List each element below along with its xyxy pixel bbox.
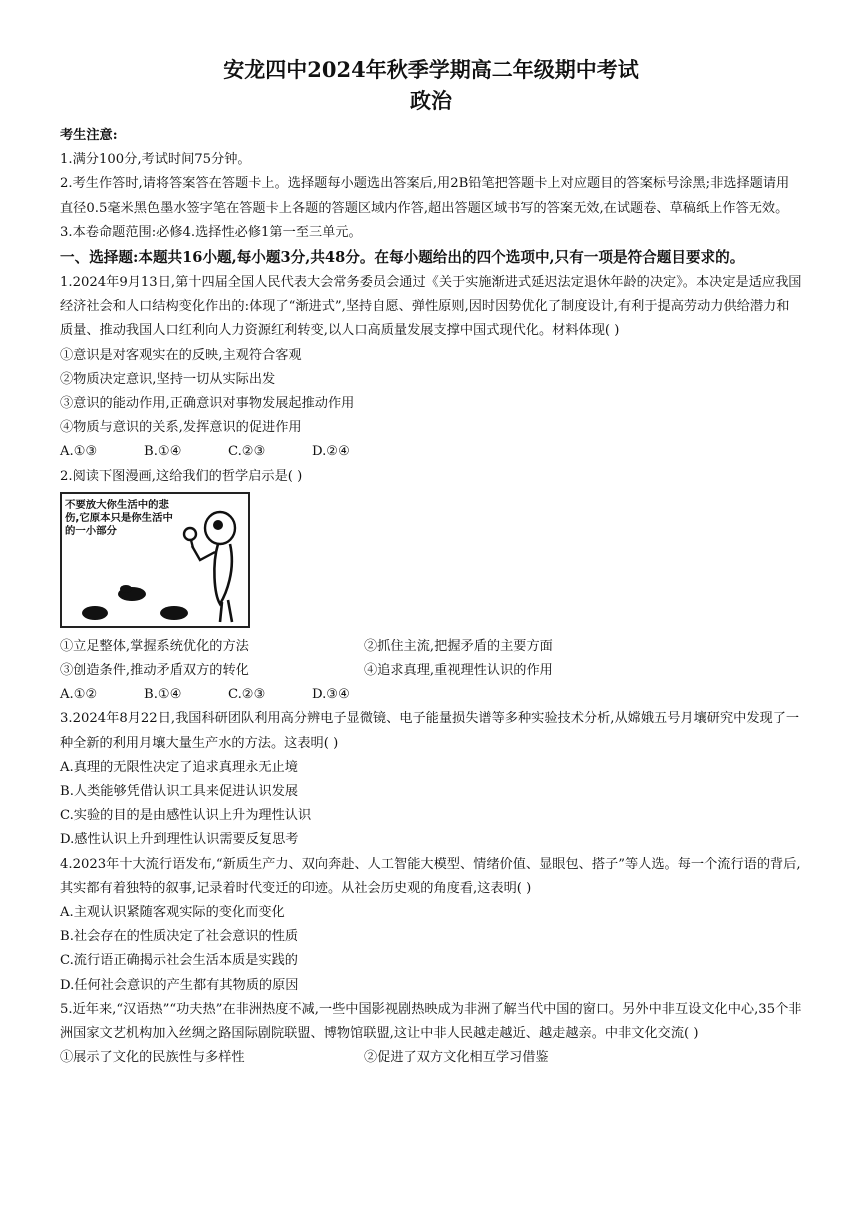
notice-item-2: 2.考生作答时,请将答案答在答题卡上。选择题每小题选出答案后,用2B铅笔把答题卡上对应题目的答案标号涂黑;非选择题请用直径0.5毫米黑色墨水签字笔在答题卡上各题的答题区域内作答,超出答题区域书写的答案无效,在试题卷、草稿纸上作答无效。 [60, 176, 790, 216]
q2-option-d[interactable]: D.③④ [312, 687, 350, 703]
q3-option-c[interactable]: C.实验的目的是由感性认识上升为理性认识 [60, 808, 312, 824]
q1-option-c[interactable]: C.②③ [228, 444, 266, 460]
q1-option-a[interactable]: A.①③ [60, 444, 98, 460]
notice-item-1: 1.满分100分,考试时间75分钟。 [60, 152, 251, 168]
q1-option-b[interactable]: B.①④ [144, 444, 182, 460]
q2-statement-2: ②抓住主流,把握矛盾的主要方面 [364, 638, 553, 654]
q2-stem: 2.阅读下图漫画,这给我们的哲学启示是( ) [60, 468, 303, 484]
q3-option-b[interactable]: B.人类能够凭借认识工具来促进认识发展 [60, 784, 299, 800]
notice-heading: 考生注意: [60, 128, 118, 143]
q1-options [60, 440, 802, 464]
exam-subject: 政治 [410, 88, 452, 113]
q3-stem: 3.2024年8月22日,我国科研团队利用高分辨电子显微镜、电子能量损失谱等多种实验技术分析,从嫦娥五号月壤研究中发现了一种全新的利用月壤大量生产水的方法。这表明( ) [60, 711, 800, 751]
comic-caption: 不要放大你生活中的悲伤,它原本只是你生活中的一小部分 [65, 498, 173, 537]
q2-comic [60, 492, 250, 628]
q2-statement-1: ①立足整体,掌握系统优化的方法 [60, 638, 249, 654]
q3-option-d[interactable]: D.感性认识上升到理性认识需要反复思考 [60, 832, 299, 848]
exam-title: 安龙四中2024年秋季学期高二年级期中考试 [223, 57, 639, 82]
q5-statement-1: ①展示了文化的民族性与多样性 [60, 1050, 245, 1066]
q2-options [60, 683, 802, 707]
q5-stem: 5.近年来,“汉语热”“功夫热”在非洲热度不减,一些中国影视剧热映成为非洲了解当代中国的窗口。另外中非互设文化中心,35个非洲国家文艺机构加入丝绸之路国际剧院联盟、博物馆联盟,这让中非人民越走越近、越走越亲。中非文化交流( ) [60, 1001, 802, 1042]
q2-option-a[interactable]: A.①② [60, 687, 98, 703]
exam-page [60, 56, 802, 1071]
q4-option-c[interactable]: C.流行语正确揭示社会生活本质是实践的 [60, 953, 298, 969]
q4-option-a[interactable]: A.主观认识紧随客观实际的变化而变化 [60, 905, 285, 921]
q1-stem: 1.2024年9月13日,第十四届全国人民代表大会常务委员会通过《关于实施渐进式延迟法定退休年龄的决定》。本决定是适应我国经济社会和人口结构变化作出的:体现了“渐进式”,坚持自愿、弹性原则,因时因势优化了制度设计,有利于提高劳动力供给潜力和质量、推动我国人口红利向人力资源红利转变,以人口高质量发展支撑中国式现代化。材料体现( ) [60, 275, 802, 339]
q2-statement-4: ④追求真理,重视理性认识的作用 [364, 663, 553, 679]
q1-statement-4: ④物质与意识的关系,发挥意识的促进作用 [60, 420, 302, 436]
q3-option-a[interactable]: A.真理的无限性决定了追求真理永无止境 [60, 759, 298, 775]
q5-statement-2: ②促进了双方文化相互学习借鉴 [364, 1050, 549, 1066]
notice-item-3: 3.本卷命题范围:必修4.选择性必修1第一至三单元。 [60, 224, 362, 240]
q2-statement-3: ③创造条件,推动矛盾双方的转化 [60, 663, 249, 679]
q4-option-b[interactable]: B.社会存在的性质决定了社会意识的性质 [60, 929, 299, 945]
q2-option-c[interactable]: C.②③ [228, 687, 266, 703]
q2-statements-row-1 [60, 635, 802, 659]
q2-option-b[interactable]: B.①④ [144, 687, 182, 703]
q5-statements-row-1 [60, 1046, 802, 1070]
q4-option-d[interactable]: D.任何社会意识的产生都有其物质的原因 [60, 977, 299, 993]
q4-stem: 4.2023年十大流行语发布,“新质生产力、双向奔赴、人工智能大模型、情绪价值、显眼包、搭子”等人选。每一个流行语的背后,其实都有着独特的叙事,记录着时代变迁的印迹。从社会历史观的角度看,这表明( ) [60, 856, 801, 896]
q2-statements-row-2 [60, 659, 802, 683]
q1-option-d[interactable]: D.②④ [312, 444, 350, 460]
section-heading: 一、选择题:本题共16小题,每小题3分,共48分。在每小题给出的四个选项中,只有一项是符合题目要求的。 [60, 249, 745, 267]
q1-statement-3: ③意识的能动作用,正确意识对事物发展起推动作用 [60, 396, 355, 412]
q1-statement-2: ②物质决定意识,坚持一切从实际出发 [60, 371, 276, 387]
q1-statement-1: ①意识是对客观实在的反映,主观符合客观 [60, 347, 302, 363]
